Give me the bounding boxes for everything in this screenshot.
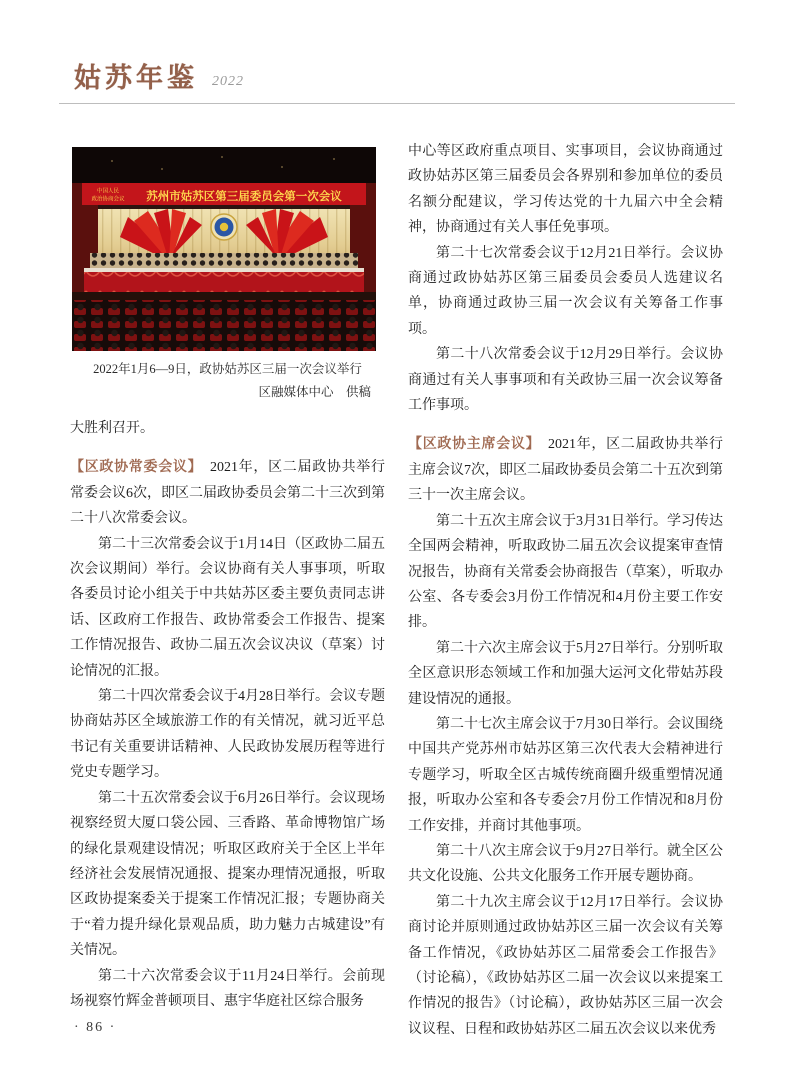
paragraph-continuation: 中心等区政府重点项目、实事项目，会议协商通过政协姑苏区第三届委员会各界别和参加单位的委员名额分配建议，学习传达党的十九届六中全会精神，协商通过有关人事任免事项。 bbox=[408, 144, 723, 236]
stage-lighting-rig bbox=[72, 147, 376, 183]
paragraph: 第二十八次常委会议于12月29日举行。会议协商通过有关人事事项和有关政协三届一次会议筹备工作事项。 bbox=[408, 347, 723, 414]
conference-photo bbox=[72, 147, 376, 351]
photo-credit: 区融媒体中心 供稿 bbox=[258, 385, 371, 399]
entry-title: 【区政协常委会议】 bbox=[70, 460, 203, 476]
left-column bbox=[70, 147, 385, 1014]
conference-banner bbox=[82, 183, 366, 205]
table-skirt bbox=[84, 272, 364, 292]
banner-title-text: 苏州市姑苏区第三届委员会第一次会议 bbox=[146, 191, 342, 203]
paragraph: 第二十五次常委会议于6月26日举行。会议现场视察经贸大厦口袋公园、三香路、革命博物馆广场的绿化景观建设情况；听取区政府关于全区上半年经济社会发展情况通报、提案办理情况通报，听取区政协提案委关于提案工作情况汇报；专题协商关于“着力提升绿化景观品质，助力魅力古城建设”有关情况。 bbox=[70, 790, 385, 959]
cppcc-emblem-icon bbox=[211, 214, 237, 240]
right-column bbox=[408, 139, 723, 1042]
page-number: · 86 · bbox=[74, 1020, 117, 1035]
paragraph: 第二十八次主席会议于9月27日举行。就全区公共文化设施、公共文化服务工作开展专题协商。 bbox=[408, 843, 723, 885]
paragraph: 第二十七次常委会议于12月21日举行。会议协商通过政协姑苏区第三届委员会委员人选建议名单，协商通过政协三届一次会议有关筹备工作事项。 bbox=[408, 245, 723, 337]
banner-small-text-line1: 中国人民 bbox=[96, 188, 120, 195]
paragraph: 第二十三次常委会议于1月14日（区政协二届五次会议期间）举行。会议协商有关人事事项，听取各委员讨论小组关于中共姑苏区委主要负责同志讲话、区政府工作报告、政协常委会工作报告、提案工作情况报告、政协二届五次会议决议（草案）讨论情况的汇报。 bbox=[70, 536, 385, 679]
entry-text: 2021年，区二届政协共举行主席会议7次，即区二届政协委员会第二十五次到第三十一次主席会议。 bbox=[408, 437, 724, 504]
table-cloth bbox=[84, 268, 364, 272]
paragraph-continuation: 大胜利召开。 bbox=[70, 421, 154, 436]
paragraph: 第二十六次常委会议于11月24日举行。会前现场视察竹辉金普顿项目、惠宇华庭社区综合服务 bbox=[70, 968, 385, 1009]
banner-small-text-line2: 政治协商会议 bbox=[91, 196, 125, 203]
paragraph: 第二十五次主席会议于3月31日举行。学习传达全国两会精神，听取政协二届五次会议提案审查情况报告，协商有关常委会协商报告（草案），听取办公室、各专委会3月份工作情况和4月份主要工作安排。 bbox=[408, 513, 723, 631]
page-footer bbox=[74, 1020, 116, 1036]
photo-caption-block bbox=[70, 358, 385, 404]
edition-year: 2022 bbox=[212, 74, 244, 89]
paragraph: 第二十九次主席会议于12月17日举行。会议协商讨论并原则通过政协姑苏区三届一次会议有关筹备工作情况，《政协姑苏区二届常委会工作报告》（讨论稿），《政协姑苏区二届一次会议以来提案工作情况的报告》（讨论稿），政协姑苏区三届一次会议议程、日程和政协姑苏区二届五次会议以来优秀 bbox=[408, 894, 723, 1037]
yearbook-logo: 姑苏年鉴 bbox=[74, 63, 198, 93]
entry-title: 【区政协主席会议】 bbox=[408, 437, 541, 453]
paragraph: 第二十四次常委会议于4月28日举行。会议专题协商姑苏区全域旅游工作的有关情况，就习近平总书记有关重要讲话精神、人民政协发展历程等进行党史专题学习。 bbox=[70, 689, 385, 781]
seated-delegates bbox=[90, 253, 358, 269]
entry-standing-committee bbox=[70, 455, 385, 531]
paragraph: 第二十六次主席会议于5月27日举行。分别听取全区意识形态领域工作和加强大运河文化带姑苏段建设情况的通报。 bbox=[408, 640, 723, 707]
audience-seating bbox=[72, 300, 376, 351]
entry-chairman-meeting bbox=[408, 432, 723, 508]
header-divider bbox=[59, 103, 735, 104]
photo-caption: 2022年1月6—9日，政协姑苏区三届一次会议举行 bbox=[93, 362, 362, 376]
conference-photo-image bbox=[72, 147, 376, 351]
page-header bbox=[74, 56, 244, 95]
entry-text: 2021年，区二届政协共举行常委会议6次，即区二届政协委员会第二十三次到第二十八次常委会议。 bbox=[70, 460, 386, 527]
paragraph: 第二十七次主席会议于7月30日举行。会议围绕中国共产党苏州市姑苏区第三次代表大会精神进行专题学习，听取全区古城传统商圈升级重塑情况通报，听取办公室和各专委会7月份工作情况和8月份工作安排，并商讨其他事项。 bbox=[408, 716, 723, 834]
